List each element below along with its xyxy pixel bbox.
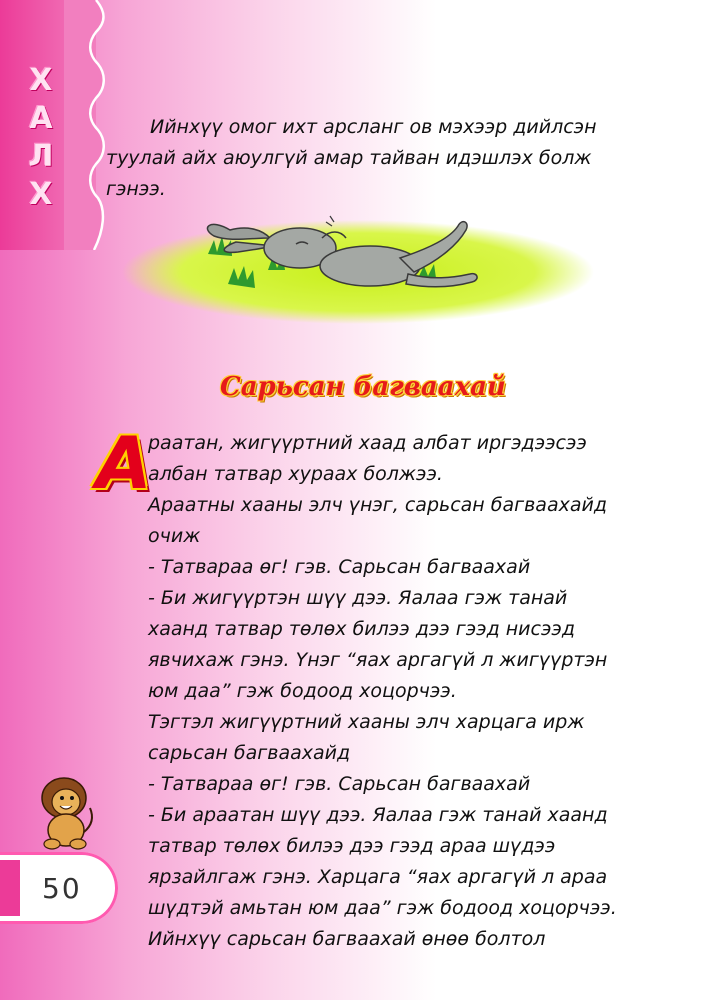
story-paragraph: Тэгтэл жигүүртний хааны элч харцага ирж сарьсан багваахайд [148,711,585,764]
drop-cap: А [96,421,152,505]
sidebar-wave-edge [64,0,112,250]
top-paragraph-text: Ийнхүү омог ихт арсланг ов мэхээр дийлсэн туулай айх аюулгүй амар тайван идэшлэх болж гэнээ. [106,116,597,200]
story-first-line: албан татвар хураах болжээ. [148,463,443,485]
top-paragraph [106,112,626,205]
story-paragraph: - Татвараа өг! гэв. Сарьсан багваахай [148,773,531,795]
story-title: Сарьсан багваахай [220,372,506,402]
story-body [106,428,626,955]
story-paragraph: Араатны хааны элч үнэг, сарьсан багваахайд очиж [148,494,607,547]
sleeping-rabbit-icon [200,208,490,308]
sidebar-letter: А [29,101,53,136]
sidebar-letter: Л [28,139,54,174]
lion-cub-icon [30,772,100,852]
sidebar-title [18,62,64,214]
story-paragraph: - Би жигүүртэн шүү дээ. Яалаа гэж танай хаанд татвар төлөх билээ дээ гээд нисээд явчихаж гэнэ. Үнэг “яах аргагүй л жигүүртэн юм даа” гэж бодоод хоцорчээ. [148,587,608,702]
story-first-line: раатан, жигүүртний хаад албат иргэдээсээ [148,432,587,454]
sidebar-letter: Х [29,63,53,98]
story-paragraph: Ийнхүү сарьсан багваахай өнөө болтол [148,928,546,950]
story-paragraph: - Татвараа өг! гэв. Сарьсан багваахай [148,556,531,578]
sidebar-letter: Х [29,177,53,212]
page-number: 50 [42,872,82,905]
page-number-badge-accent [0,860,20,916]
story-paragraph: - Би араатан шүү дээ. Яалаа гэж танай хаанд татвар төлөх билээ дээ гээд араа шүдээ ярзайлгаж гэнэ. Харцага “яах аргагүй л араа шүдтэй амьтан юм даа” гэж бодоод хоцорчээ. [148,804,617,919]
